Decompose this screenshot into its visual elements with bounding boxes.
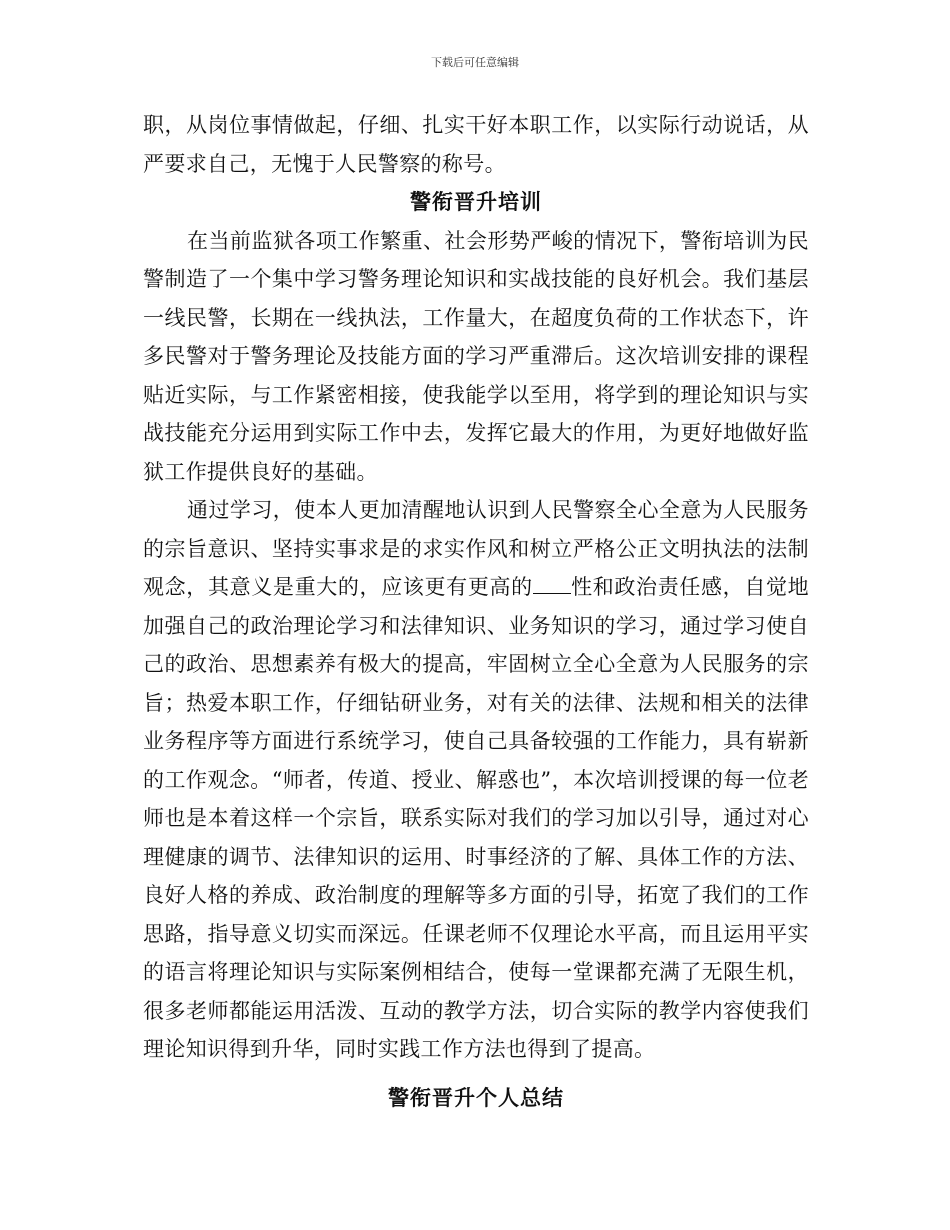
header-note: 下载后可任意编辑	[431, 56, 519, 69]
blank-underline	[533, 592, 571, 594]
section-heading-summary: 警衔晋升个人总结	[388, 1085, 564, 1110]
paragraph-study-part-b: 性和政治责任感，自觉地加强自己的政治理论学习和法律知识、业务知识的学习，通过学习使自己的政治、思想素养有极大的提高，牢固树立全心全意为人民服务的宗旨；热爱本职工作，仔细钻研业务，对有关的法律、法规和相关的法律业务程序等方面进行系统学习，使自己具备较强的工作能力，具有崭新的工作观念。“师者，传道、授业、解惑也”，本次培训授课的每一位老师也是本着这样一个宗旨，联系实际对我们的学习加以引导，通过对心理健康的调节、法律知识的运用、时事经济的了解、具体工作的方法、良好人格的养成、政治制度的理解等多方面的引导，拓宽了我们的工作思路，指导意义切实而深远。任课老师不仅理论水平高，而且运用平实的语言将理论知识与实际案例相结合，使每一堂课都充满了无限生机，很多老师都能运用活泼、互动的教学方法，切合实际的教学内容使我们理论知识得到升华，同时实践工作方法也得到了提高。	[143, 575, 809, 1061]
paragraph-continuation: 职，从岗位事情做起，仔细、扎实干好本职工作，以实际行动说话，从严要求自己，无愧于人民警察的称号。	[143, 113, 809, 176]
section-heading-training: 警衔晋升培训	[410, 190, 542, 214]
paragraph-training-intro: 在当前监狱各项工作繁重、社会形势严峻的情况下，警衔培训为民警制造了一个集中学习警务理论知识和实战技能的良好机会。我们基层一线民警，长期在一线执法，工作量大，在超度负荷的工作状态下，许多民警对于警务理论及技能方面的学习严重滞后。这次培训安排的课程贴近实际，与工作紧密相接，使我能学以至用，将学到的理论知识与实战技能充分运用到实际工作中去，发挥它最大的作用，为更好地做好监狱工作提供良好的基础。	[143, 228, 809, 484]
document-body	[143, 106, 809, 1117]
paragraph-study-part-a: 通过学习，使本人更加清醒地认识到人民警察全心全意为人民服务的宗旨意识、坚持实事求是的求实作风和树立严格公正文明执法的法制观念，其意义是重大的，应该更有更高的	[143, 498, 809, 599]
paragraph-study-reflection	[143, 491, 809, 1069]
